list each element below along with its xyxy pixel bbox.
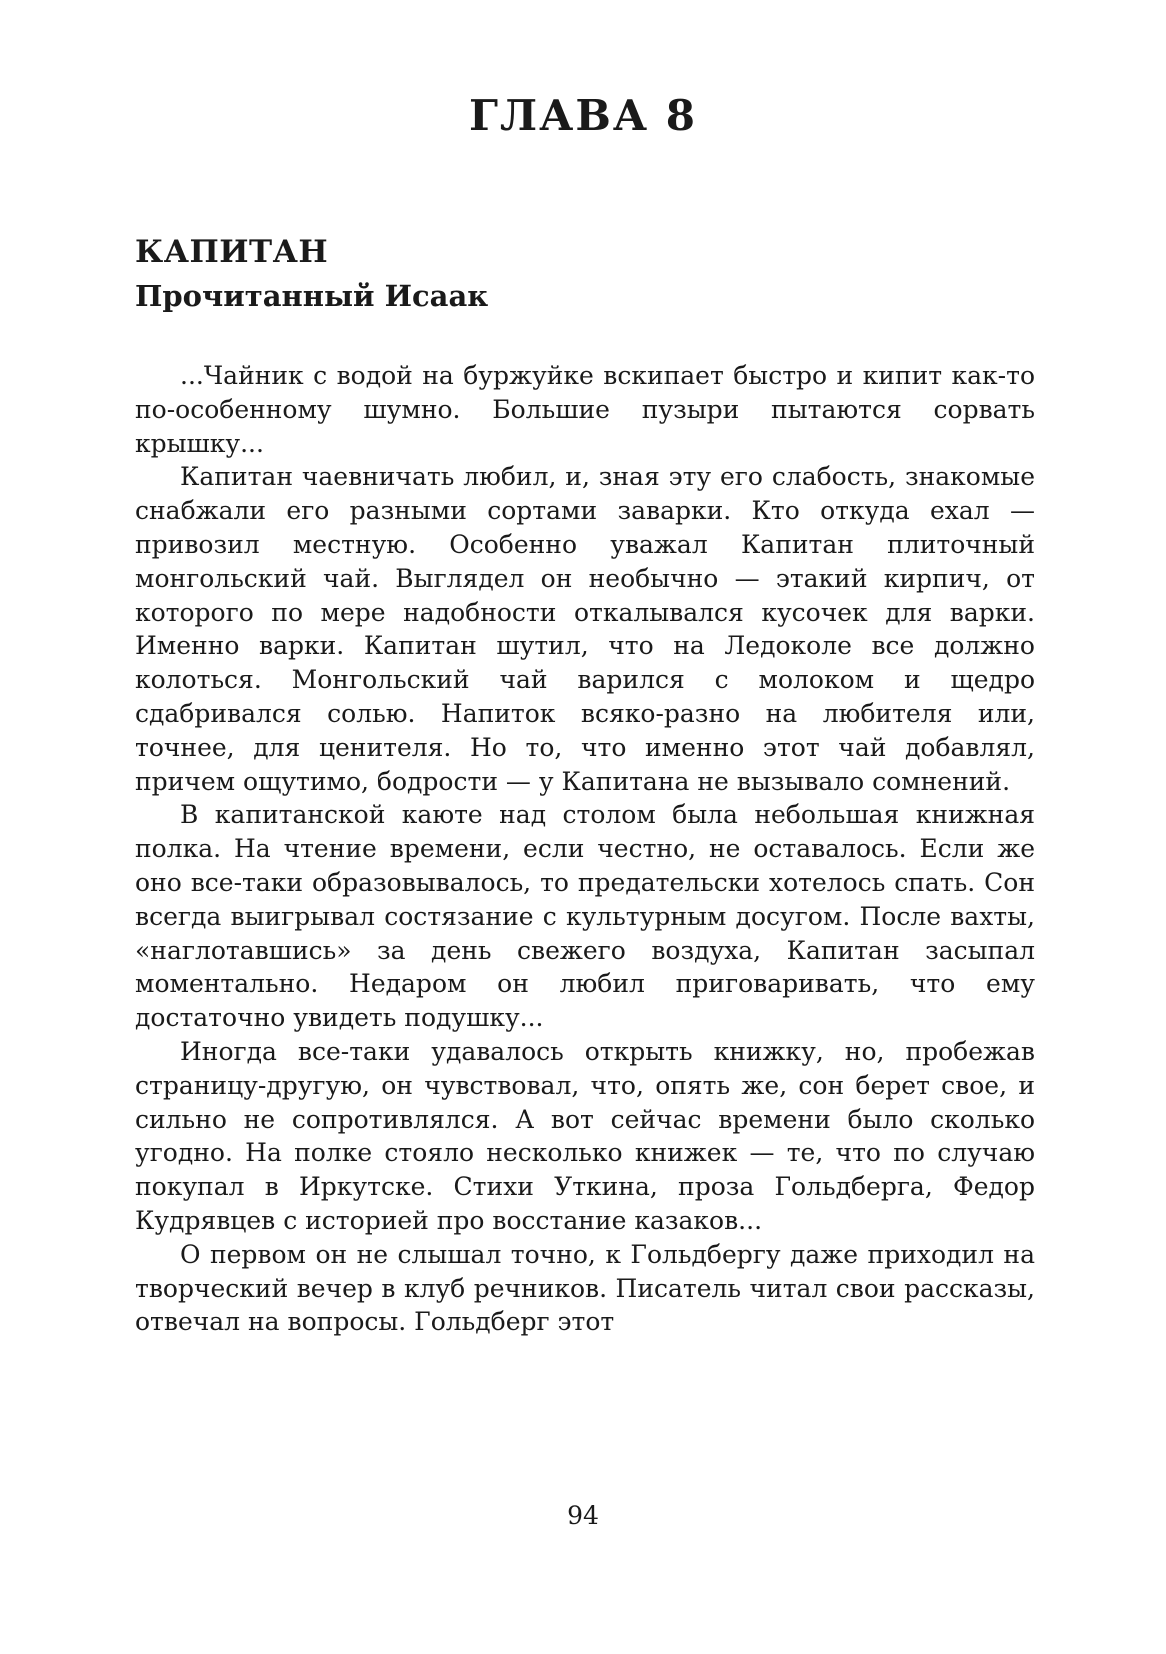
chapter-title: ГЛАВА 8 [469, 91, 697, 140]
paragraph: Иногда все-таки удавалось открыть книжку, но, пробежав страницу-другую, он чувствовал, что, опять же, сон берет свое, и сильно не сопротивлялся. А вот сейчас времени было сколько угодно. На полке стояло несколько книжек — те, что по случаю покупал в Иркутске. Стихи Уткина, проза Гольдберга, Федор Кудрявцев с историей про восстание казаков... [135, 1036, 1035, 1235]
paragraph: ...Чайник с водой на буржуйке вскипает быстро и кипит как-то по-особенному шумно. Большие пузыри пытаются сорвать крышку... [135, 361, 1035, 458]
paragraph: В капитанской каюте над столом была небольшая книжная полка. На чтение времени, если честно, не оставалось. Если же оно все-таки образовывалось, то предательски хотелось спать. Сон всегда выигрывал состязание с культурным досугом. После вахты, «наглотавшись» за день свежего воздуха, Капитан засыпал моментально. Недаром он любил приговаривать, что ему достаточно увидеть подушку... [135, 800, 1035, 1033]
paragraph: Капитан чаевничать любил, и, зная эту его слабость, знакомые снабжали его разными сортами заварки. Кто откуда ехал — привозил местную. Особенно уважал Капитан плиточный монгольский чай. Выглядел он необычно — этакий кирпич, от которого по мере надобности откалывался кусочек для варки. Именно варки. Капитан шутил, что на Ледоколе все должно колоться. Монгольский чай варился с молоком и щедро сдабривался солью. Напиток всяко-разно на любителя или, точнее, для ценителя. Но то, что именно этот чай добавлял, причем ощутимо, бодрости — у Капитана не вызывало сомнений. [135, 462, 1035, 796]
section-subtitle: Прочитанный Исаак [135, 279, 489, 313]
paragraph: О первом он не слышал точно, к Гольдбергу даже приходил на творческий вечер в клуб речников. Писатель читал свои рассказы, отвечал на вопросы. Гольдберг этот [135, 1239, 1035, 1337]
body-text [135, 359, 1035, 1339]
section-heading [135, 230, 1035, 318]
section-title: КАПИТАН [135, 234, 329, 270]
page-number: 94 [567, 1501, 599, 1530]
